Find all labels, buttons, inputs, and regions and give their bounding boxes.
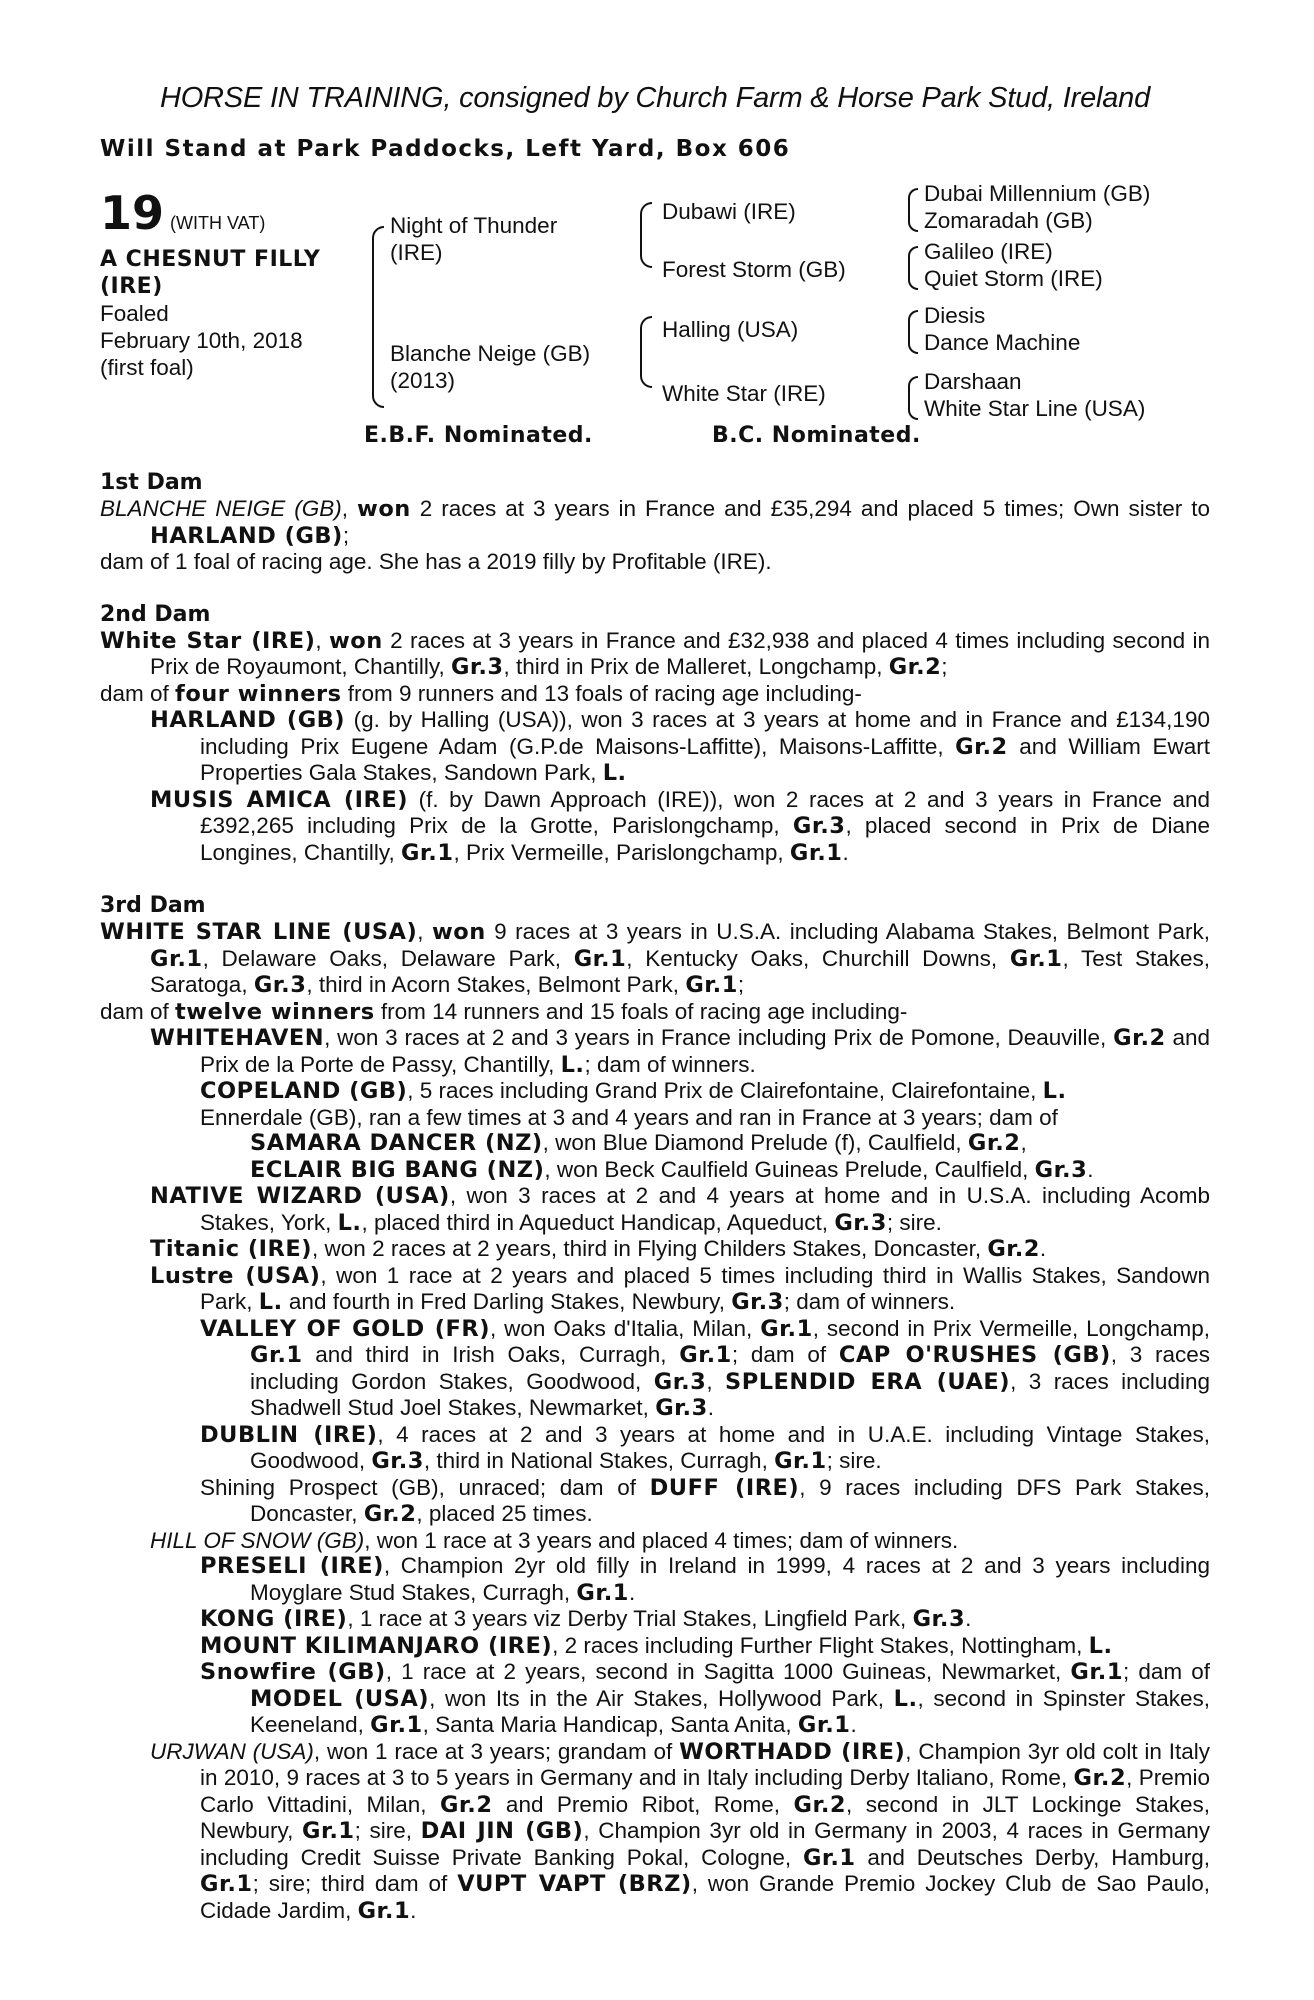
- bc-nominated: B.C. Nominated.: [712, 423, 921, 448]
- lot-description-2: (IRE): [100, 274, 163, 299]
- horse-name: Lustre (USA): [150, 1262, 321, 1289]
- text: , won Blue Diamond Prelude (f), Caulfield,: [542, 1130, 968, 1155]
- text: and Premio Ribot, Rome,: [492, 1791, 794, 1817]
- horse-name: CAP O'RUSHES (GB): [838, 1342, 1111, 1368]
- horse-name: WHITEHAVEN: [150, 1025, 325, 1051]
- horse-name: COPELAND (GB): [200, 1078, 408, 1104]
- grade: Gr.2: [955, 733, 1008, 760]
- grade: Gr.2: [1113, 1025, 1166, 1051]
- grade: Gr.2: [888, 654, 942, 680]
- grade: Gr.1: [200, 1871, 253, 1897]
- first-dam-record: [100, 496, 1210, 549]
- second-dam-record: [100, 628, 1210, 681]
- grade: Gr.1: [573, 945, 627, 972]
- progeny-lustre: [100, 1263, 1210, 1316]
- progeny-shining-prospect: [100, 1475, 1210, 1528]
- horse-name: MOUNT KILIMANJARO (IRE): [200, 1632, 553, 1659]
- text: ; sire.: [826, 1448, 882, 1473]
- sire-sire: Dubawi (IRE): [662, 199, 796, 224]
- won-label: won: [357, 496, 411, 522]
- horse-name: PRESELI (IRE): [200, 1553, 384, 1579]
- text: Shining Prospect (GB), unraced; dam of: [200, 1474, 650, 1500]
- progeny-dublin: [100, 1422, 1210, 1475]
- text: , second in Spinster Stakes, Keeneland,: [250, 1685, 1210, 1737]
- grade: Gr.3: [1034, 1156, 1088, 1183]
- ancestor-dubai-millennium: Dubai Millennium (GB): [924, 181, 1151, 206]
- text: , won Grande Premio Jockey Club de Sao Paulo, Cidade Jardim,: [200, 1871, 1210, 1923]
- horse-name: Titanic (IRE): [150, 1236, 313, 1262]
- ancestor-white-star-line: White Star Line (USA): [924, 396, 1146, 421]
- text: ; sire.: [886, 1209, 942, 1235]
- horse-name: DUFF (IRE): [649, 1474, 800, 1501]
- text: , 9 races including DFS Park Stakes, Doncaster,: [250, 1474, 1211, 1526]
- catalogue-page: [100, 80, 1210, 1924]
- g3-brace-1: [908, 188, 918, 232]
- grade: Gr.1: [679, 1342, 732, 1368]
- sire-dam: Forest Storm (GB): [662, 257, 846, 282]
- text: , 1 race at 2 years, second in Sagitta 1000 Guineas, Newmarket,: [385, 1659, 1071, 1684]
- grade: Gr.1: [250, 1342, 303, 1368]
- first-dam-section: [100, 469, 1210, 575]
- text: ; dam of winners.: [584, 1051, 756, 1077]
- foaled-date: February 10th, 2018: [100, 328, 303, 353]
- horse-name: WHITE STAR LINE (USA): [100, 919, 418, 945]
- progeny-valley-of-gold: [100, 1316, 1210, 1422]
- text: .: [628, 1579, 636, 1605]
- text: , won Its in the Air Stakes, Hollywood Park,: [429, 1685, 894, 1711]
- text: , third in Prix de Malleret, Longchamp,: [503, 654, 889, 679]
- horse-name: DUBLIN (IRE): [200, 1421, 378, 1448]
- text: ;: [737, 972, 745, 997]
- text: , third in National Stakes, Curragh,: [423, 1448, 775, 1473]
- text: and Prix de la Porte de Passy, Chantilly,: [200, 1025, 1211, 1077]
- stable-location: Will Stand at Park Paddocks, Left Yard, Box 606: [100, 136, 791, 162]
- winners-count: twelve winners: [175, 998, 375, 1025]
- dam-year: (2013): [390, 368, 456, 393]
- ancestor-galileo: Galileo (IRE): [924, 239, 1053, 264]
- second-dam-name: White Star (IRE): [100, 627, 316, 654]
- horse-name: ECLAIR BIG BANG (NZ): [250, 1156, 545, 1183]
- grade: Gr.1: [774, 1448, 827, 1474]
- horse-name: SPLENDID ERA (UAE): [725, 1368, 1011, 1395]
- grade: Gr.3: [912, 1606, 966, 1632]
- grade: L.: [893, 1685, 918, 1712]
- first-dam-produce: dam of 1 foal of racing age. She has a 2019 filly by Profitable (IRE).: [100, 549, 772, 574]
- text: , Test Stakes, Saratoga,: [150, 945, 1210, 997]
- text: , 4 races at 2 and 3 years at home and in U.A.E. including Vintage Stakes, Goodwood,: [250, 1421, 1210, 1473]
- sister-name: HARLAND (GB): [150, 522, 343, 549]
- dam-name: Blanche Neige (GB): [390, 341, 591, 366]
- text: , placed third in Aqueduct Handicap, Aqueduct,: [361, 1209, 835, 1235]
- ancestor-darshaan: Darshaan: [924, 369, 1022, 394]
- text: 2 races at 3 years in France and £32,938 and placed 4 times including second in Prix de Royaumont, Chantilly,: [150, 627, 1210, 679]
- text: , Champion 3yr old in Germany in 2003, 4 races in Germany including Credit Suisse Private Banking Pokal, Cologne,: [200, 1818, 1210, 1870]
- winners-count: four winners: [175, 680, 342, 707]
- grade: Gr.1: [802, 1844, 856, 1871]
- second-dam-section: [100, 601, 1210, 867]
- text: , Santa Maria Handicap, Santa Anita,: [422, 1712, 798, 1737]
- text: , 1 race at 3 years viz Derby Trial Stakes, Lingfield Park,: [347, 1606, 913, 1631]
- horse-name: SAMARA DANCER (NZ): [250, 1130, 543, 1156]
- text: 2 races at 3 years in France and £35,294 and placed 5 times; Own sister to: [410, 496, 1210, 521]
- text: , Champion 2yr old filly in Ireland in 1999, 4 races at 2 and 3 years including Moyglare Stud Stakes, Curragh,: [250, 1553, 1210, 1605]
- text: .: [850, 1712, 857, 1737]
- sire-suffix: (IRE): [390, 240, 443, 265]
- grade: Gr.3: [655, 1395, 708, 1421]
- lot-number-line: [100, 188, 265, 238]
- text: Ennerdale (GB), ran a few times at 3 and 4 years and ran in France at 3 years; dam of: [200, 1104, 1058, 1130]
- text: , third in Acorn Stakes, Belmont Park,: [306, 972, 686, 997]
- grade: L.: [1042, 1078, 1067, 1104]
- horse-name: HARLAND (GB): [150, 707, 346, 733]
- text: ,: [315, 627, 329, 653]
- second-dam-heading: 2nd Dam: [100, 601, 211, 627]
- won-label: won: [329, 627, 383, 654]
- horse-name: DAI JIN (GB): [420, 1818, 584, 1844]
- grade: Gr.1: [797, 1712, 851, 1738]
- progeny-kong: [100, 1606, 1210, 1633]
- dam-sire: Halling (USA): [662, 317, 799, 342]
- text: dam of: [100, 680, 176, 706]
- text: ; sire,: [354, 1818, 421, 1843]
- progeny-whitehaven: [100, 1025, 1210, 1078]
- horse-name: WORTHADD (IRE): [679, 1738, 906, 1765]
- horse-name: NATIVE WIZARD (USA): [150, 1183, 450, 1209]
- horse-name: MUSIS AMICA (IRE): [150, 786, 408, 813]
- grade: Gr.1: [400, 839, 454, 866]
- text: , placed second in Prix de Diane Longines, Chantilly,: [200, 813, 1210, 865]
- text: ; sire; third dam of: [252, 1871, 458, 1896]
- grade: Gr.2: [439, 1791, 493, 1818]
- third-dam-section: [100, 892, 1210, 1924]
- grade: Gr.1: [302, 1818, 355, 1844]
- text: .: [1087, 1156, 1094, 1182]
- text: , Kentucky Oaks, Churchill Downs,: [626, 945, 1010, 971]
- text: ; dam of winners.: [783, 1289, 956, 1314]
- text: ,: [1020, 1130, 1027, 1155]
- text: , won 3 races at 2 and 4 years at home and in U.S.A. including Acomb Stakes, York,: [200, 1183, 1210, 1235]
- progeny-samara-dancer: [100, 1130, 1210, 1157]
- text: , 2 races including Further Flight Stakes, Nottingham,: [552, 1632, 1089, 1658]
- progeny-titanic: [100, 1236, 1210, 1263]
- text: , Premio Carlo Vittadini, Milan,: [200, 1765, 1210, 1817]
- first-dam-name: BLANCHE NEIGE (GB): [100, 496, 342, 521]
- sire-name: Night of Thunder: [390, 213, 558, 238]
- text: and William Ewart Properties Gala Stakes, Sandown Park,: [200, 733, 1210, 785]
- horse-name: KONG (IRE): [200, 1606, 348, 1632]
- sire-parents-brace: [640, 202, 652, 268]
- progeny-copeland: [100, 1078, 1210, 1105]
- g3-brace-3: [908, 310, 918, 354]
- ancestor-dance-machine: Dance Machine: [924, 330, 1081, 355]
- grade: Gr.3: [731, 1289, 784, 1315]
- grade: Gr.2: [987, 1236, 1040, 1262]
- grade: Gr.1: [1070, 1659, 1123, 1685]
- lot-number: 19: [100, 186, 165, 240]
- first-dam-heading: 1st Dam: [100, 470, 203, 495]
- dam-parents-brace: [640, 316, 652, 388]
- text: , won Oaks d'Italia, Milan,: [489, 1315, 761, 1341]
- horse-name: URJWAN (USA): [150, 1738, 314, 1764]
- progeny-native-wizard: [100, 1183, 1210, 1236]
- text: , 3 races including Shadwell Stud Joel Stakes, Newmarket,: [250, 1368, 1210, 1420]
- spacer: [100, 866, 1210, 892]
- text: ;: [342, 522, 350, 548]
- text: .: [1039, 1236, 1047, 1261]
- text: and third in Irish Oaks, Curragh,: [302, 1342, 680, 1367]
- text: (g. by Halling (USA)), won 3 races at 3 years at home and in France and £134,190 including Prix Eugene Adam (G.P.de Maisons-Laffitte), Maisons-Laffitte,: [200, 707, 1210, 759]
- progeny-harland: [100, 707, 1210, 787]
- text: , placed 25 times.: [416, 1501, 593, 1526]
- text: and fourth in Fred Darling Stakes, Newbury,: [282, 1289, 732, 1314]
- grade: L.: [258, 1289, 283, 1315]
- progeny-mount-kilimanjaro: [100, 1633, 1210, 1660]
- ancestor-diesis: Diesis: [924, 303, 986, 328]
- grade: Gr.1: [1009, 945, 1063, 972]
- grade: Gr.2: [793, 1791, 847, 1818]
- text: , second in JLT Lockinge Stakes, Newbury,: [200, 1791, 1211, 1843]
- text: , Delaware Oaks, Delaware Park,: [202, 945, 574, 971]
- third-dam-heading: 3rd Dam: [100, 893, 206, 918]
- text: , won 1 race at 3 years and placed 4 times; dam of winners.: [364, 1527, 959, 1553]
- text: 9 races at 3 years in U.S.A. including Alabama Stakes, Belmont Park,: [485, 919, 1210, 944]
- text: dam of: [100, 998, 176, 1024]
- grade: Gr.3: [653, 1368, 707, 1395]
- dam-dam: White Star (IRE): [662, 381, 826, 406]
- third-dam-record: [100, 919, 1210, 999]
- text: , Prix Vermeille, Parislongchamp,: [453, 839, 790, 865]
- text: , Champion 3yr old colt in Italy in 2010, 9 races at 3 to 5 years in Germany and in Italy including Derby Italiano, Rome,: [200, 1738, 1211, 1790]
- ebf-nominated: E.B.F. Nominated.: [364, 423, 593, 448]
- ancestor-zomaradah: Zomaradah (GB): [924, 208, 1093, 233]
- horse-name: VALLEY OF GOLD (FR): [200, 1315, 490, 1342]
- ancestor-quiet-storm: Quiet Storm (IRE): [924, 266, 1103, 291]
- text: .: [410, 1897, 417, 1923]
- grade: Gr.3: [371, 1448, 424, 1474]
- progeny-urjwan: [100, 1739, 1210, 1925]
- progeny-snowfire: [100, 1659, 1210, 1739]
- text: from 9 runners and 13 foals of racing age including-: [341, 680, 862, 706]
- progeny-ennerdale: [100, 1105, 1210, 1131]
- foaled-label: Foaled: [100, 301, 169, 326]
- grade: Gr.2: [967, 1130, 1021, 1156]
- text: ; dam of: [731, 1342, 839, 1367]
- text: , won 3 races at 2 and 3 years in France including Prix de Pomone, Deauville,: [324, 1025, 1114, 1050]
- progeny-preseli: [100, 1553, 1210, 1606]
- g3-brace-4: [908, 376, 918, 420]
- grade: Gr.1: [357, 1897, 411, 1924]
- text: from 14 runners and 15 foals of racing age including-: [374, 998, 908, 1024]
- grade: Gr.1: [576, 1579, 629, 1606]
- spacer: [100, 575, 1210, 601]
- grade: Gr.1: [685, 972, 738, 998]
- grade: Gr.2: [1073, 1765, 1127, 1791]
- grade: Gr.1: [789, 839, 843, 866]
- consignor-title: HORSE IN TRAINING, consigned by Church Farm & Horse Park Stud, Ireland: [159, 82, 1151, 114]
- grade: Gr.3: [792, 813, 846, 839]
- text: .: [842, 839, 849, 865]
- progeny-musis-amica: [100, 787, 1210, 867]
- lot-vat: (WITH VAT): [170, 213, 266, 233]
- grade: L.: [602, 760, 627, 786]
- text: ; dam of: [1122, 1659, 1210, 1684]
- foal-note: (first foal): [100, 355, 194, 380]
- won-label: won: [431, 919, 486, 945]
- grade: Gr.2: [363, 1501, 417, 1527]
- text: , won 2 races at 2 years, third in Flying Childers Stakes, Doncaster,: [312, 1236, 988, 1261]
- text: , won Beck Caulfield Guineas Prelude, Caulfield,: [544, 1156, 1035, 1182]
- grade: L.: [560, 1051, 585, 1078]
- text: ;: [941, 654, 948, 679]
- progeny-eclair-big-bang: [100, 1157, 1210, 1184]
- grade: Gr.3: [253, 972, 307, 998]
- horse-name: VUPT VAPT (BRZ): [457, 1871, 692, 1897]
- grade: L.: [337, 1209, 362, 1236]
- horse-name: Snowfire (GB): [200, 1659, 386, 1685]
- text: .: [965, 1606, 972, 1631]
- text: , won 1 race at 2 years and placed 5 times including third in Wallis Stakes, Sandown Park,: [200, 1262, 1210, 1314]
- grade: Gr.1: [370, 1712, 423, 1738]
- second-dam-produce: [100, 681, 1210, 708]
- pedigree-brace: [372, 226, 384, 408]
- g3-brace-2: [908, 246, 918, 290]
- horse-name: HILL OF SNOW (GB): [150, 1527, 365, 1553]
- grade: Gr.1: [150, 945, 203, 972]
- text: ,: [706, 1368, 726, 1394]
- third-dam-produce: [100, 999, 1210, 1026]
- grade: L.: [1088, 1632, 1113, 1659]
- text: , second in Prix Vermeille, Longchamp,: [812, 1315, 1210, 1341]
- text: .: [707, 1395, 715, 1420]
- grade: Gr.3: [450, 654, 504, 680]
- text: , won 1 race at 3 years; grandam of: [313, 1738, 680, 1764]
- text: ,: [341, 496, 358, 521]
- lot-description-1: A CHESNUT FILLY: [100, 247, 321, 272]
- text: , 5 races including Grand Prix de Clairefontaine, Clairefontaine,: [407, 1078, 1043, 1103]
- text: (f. by Dawn Approach (IRE)), won 2 races at 2 and 3 years in France and £392,265 including Prix de la Grotte, Parislongchamp,: [200, 786, 1211, 838]
- grade: Gr.3: [834, 1209, 887, 1236]
- text: ,: [417, 919, 432, 944]
- progeny-hill-of-snow: [100, 1528, 1210, 1554]
- pedigree-table: [100, 174, 1210, 449]
- horse-name: MODEL (USA): [250, 1685, 430, 1712]
- text: , 3 races including Gordon Stakes, Goodwood,: [250, 1342, 1210, 1394]
- text: and Deutsches Derby, Hamburg,: [855, 1844, 1210, 1870]
- grade: Gr.1: [760, 1315, 813, 1342]
